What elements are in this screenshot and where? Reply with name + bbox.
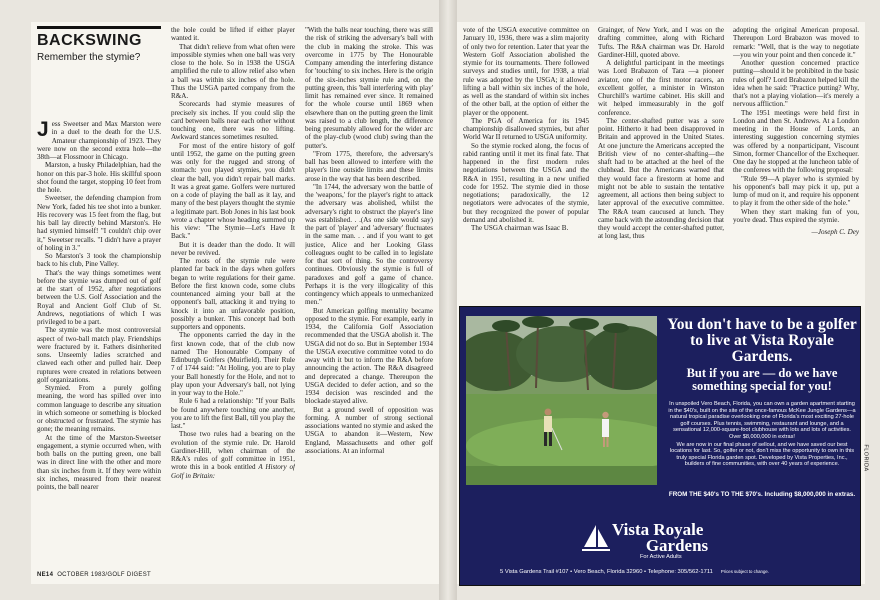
- paragraph: Scorecards had stymie measures of precisely six inches. If you could slip the card between balls near each other without touching one, there was no lifting. Awkward stances sometimes resulted.: [171, 100, 295, 142]
- article-column-6: [733, 26, 859, 304]
- masthead: [37, 26, 161, 63]
- logo-name-line2: Gardens: [645, 536, 709, 555]
- paragraph: But a ground swell of opposition was forming. A number of strong sectional associations wanted no stymie and asked the USGA to abandon it—Western, New England, Massachusetts and other golf associations. At an informal: [305, 405, 433, 455]
- paragraph: For most of the entire history of golf until 1952, the game on the putting green was only for the rugged and strong of stomach: you played stymies, you didn't clear the ball, you didn't repair ball marks. It was a great game. Golfers were nurtured on a code of playing the ball as it lay, and many of the best players thought the stymie a legitimate part. Bob Jones in his last book wrote a chapter whose heading summed up his view: "The Stymie—Let's Have It Back.": [171, 141, 295, 241]
- paragraph: The PGA of America for its 1945 championship disallowed stymies, but after World War II returned to USGA uniformity.: [463, 116, 589, 142]
- paragraph: That didn't relieve from what often were impossible stymies when one ball was very close to the hole. So in 1938 the USGA amplified the rule to allow relief also when a ball was within six inches of the hole. Thus the USGA parted company from the R&A.: [171, 42, 295, 100]
- ad-headline: You don't have to be a golfer to live at Vista Royale Gardens.: [667, 316, 857, 365]
- vista-royale-logo: [580, 521, 752, 561]
- region-label-text: FLORIDA: [862, 444, 869, 472]
- paragraph: Sweetser, the defending champion from New York, faded his tee shot into a bunker. His recovery was 15 feet from the flag, but his ball lay directly behind Marston's. He had stymied himself! "I couldn't chip over it," Sweetser recalls. "I didn't have a prayer of holing in 3.": [37, 194, 161, 252]
- paragraph: "With the balls near touching, there was still the risk of striking the adversary's ball with the club in making the stroke. This was overcome in 1775 by The Honourable Company amending the interfering distance for 'touching' to six inches. Here is the origin of the six-inches stymie rule and, on the putting green, this 'ball interfering with play' limit has remained ever since. It remained for the whole course until 1869 when elsewhere than on the putting green the limit was raised to a club length, the difference being presumably allowed for the wider arc of the play-club (wood club) swing than the putter's.: [305, 26, 433, 150]
- ad-contact-footer: [500, 569, 769, 575]
- section-subtitle: Remember the stymie?: [37, 52, 141, 63]
- paragraph: adopting the original American proposal. Thereupon Lord Brabazon was moved to remark: "Well, that is the way to negotiate—you win your point and then concede it.": [733, 26, 859, 59]
- paragraph: The roots of the stymie rule were planted far back in the days when golfers began to write regulations for their game. Before the first known code, some clubs countenanced aiming your ball at the opponent's ball, attacking it and trying to knock it into an unfavorable position, possibly a bunker. This concept had both supporters and opponents.: [171, 257, 295, 331]
- paragraph: The center-shafted putter was a sore point. Hitherto it had been disapproved in Britain and approved in the United States. At one juncture the Americans accepted the British view of no center-shafting—the shaft had to be attached at the heel of the clubhead. But the Americans warned that they would face a firestorm at home and might not be able to sustain the tentative agreement, all actions then being subject to later approval of the executive committee. The R&A team caucused at lunch. They came back with the astounding decision that they would accept the center-shafted putter, at long last, thus: [598, 116, 724, 241]
- paragraph: Grainger, of New York, and I was on the drafting committee, along with Richard Tufts. The R&A chairman was Dr. Harold Gardiner-Hill, quoted above.: [598, 26, 724, 59]
- paragraph: But it is deader than the dodo. It will never be revived.: [171, 240, 295, 257]
- paragraph: But American golfing mentality became opposed to the stymie. For example, early in 1934, the California Golf Association recommended that the USGA abolish it. The USGA did not do so. But in September 1934 the USGA executive committee voted to do away with it but to inform the R&A before announcing the action. The R&A disagreed and deprecated a change. Thereupon the USGA decided to defer action, and so the 1934 decision was rescinded and the blockade stayed alive.: [305, 306, 433, 406]
- paragraph: The stymie was the most controversial aspect of two-ball match play. Friendships were fractured by it. Fathers disinherited sons. Unseemly ladies scratched and clawed each other and pulled hair. Deep ruptures were created in relations between golf organizations.: [37, 326, 161, 384]
- article-column-1: [37, 120, 161, 572]
- paragraph: When they start making fun of you, you're dead. Thus expired the stymie.: [733, 207, 859, 224]
- page-gutter: [439, 0, 457, 600]
- paragraph: "Rule 99—A player who is stymied by his opponent's ball may pick it up, put a lump of mud on it, and require his opponent to play it from the other side of the hole.": [733, 174, 859, 208]
- regional-edition-label: [862, 440, 876, 480]
- article-column-5: [598, 26, 724, 304]
- paragraph: Those two rules had a bearing on the evolution of the stymie rule. Dr. Harold Gardiner-Hill, when chairman of the R&A's rules of golf committee in 1951, wrote this in a book entitled: [171, 430, 295, 472]
- paragraph: "In 1744, the adversary won the battle of the 'weapons,' for the player's right to attack the adversary was abolished, whilst the adversary's right to obstruct the player's line was established. . .(As one side would say) the part of 'player' and 'adversary' fluctuates in the same man. . . and if you want to get justice, Alice and her Looking Glass colleagues ought to be called in to legislate for that sort of thing. So the controversy continues. Obviously the stymie is full of paradoxes and golf a game of chance. Perhaps it is the very illogicality of this contingency which appeals to unmechanized men.": [305, 182, 433, 307]
- paragraph: So Marston's 3 took the championship back to his club, Pine Valley.: [37, 252, 161, 269]
- book-title: A History of Golf in Britain:: [171, 463, 295, 480]
- ad-subheadline: But if you are — do we have something special for you!: [686, 366, 838, 393]
- ad-paragraph: In unspoiled Vero Beach, Florida, you can own a garden apartment starting in the $40's, built on the site of the once-famous McKee Jungle Gardens—a natural tropical paradise overlooking one of Florida's most exciting 27-hole golf courses. Plus tennis, swimming, restaurant and lounge, and a sensational 12,000-square-foot clubhouse with lots and lots of activities. Over $8,000,000 in extras!: [668, 401, 856, 440]
- paragraph: vote of the USGA executive committee on January 10, 1936, there was a slim majority of only two for retention. Later that year the Western Golf Association abolished the stymie for its tournaments. There followed surveys and studies until, for 1938, a trial rule was adopted by the USGA; it allowed lifting a ball within six inches of the hole, as well as the standard of within six inches of the other ball, at the option of either the player or the opponent.: [463, 26, 589, 117]
- article-column-2: [171, 26, 295, 572]
- paragraph: The USGA chairman was Isaac B.: [471, 224, 569, 232]
- paragraph: "From 1775, therefore, the adversary's ball has been allowed to interfere with the player's line outside limits and these limits arose in the way that has been described.: [305, 149, 433, 183]
- ad-body: [668, 401, 856, 469]
- logo-name-line1: Vista Royale: [612, 520, 704, 539]
- page-number: NE14: [37, 572, 54, 578]
- paragraph: Stymied. From a purely golfing meaning, the word has spilled over into common language to describe any situation in which someone or something is blocked or obstructed or frustrated. The stymie has gone; the meaning remains.: [37, 384, 161, 434]
- paragraph: So the stymie rocked along, the focus of rabid ranting until it met its final fate. That happened in the first modern rules negotiations between the USGA and the R&A in 1951, resulting in a new unified code for 1952. The stymie died in those negotiations; paradoxically, the 12 negotiators were advocates of the stymie, but they recognized the power of popular demand and abolished it.: [463, 141, 589, 224]
- paragraph: At the time of the Marston-Sweetser engagement, a stymie occurred when, with both balls on the putting green, one ball was in direct line with the other and more than six inches from it. If they were within six inches, measured from their nearest points, the ball nearer: [37, 433, 161, 491]
- section-title: BACKSWING: [37, 32, 142, 49]
- issue-line: OCTOBER 1983/GOLF DIGEST: [57, 572, 151, 578]
- page-folio: [37, 572, 151, 578]
- paragraph: the hole could be lifted if either player wanted it.: [171, 26, 295, 43]
- ad-price-offer: FROM THE $40's TO THE $70's. Including $8,000,000 in extras.: [668, 491, 856, 498]
- paragraph: A delightful participant in the meetings was Lord Brabazon of Tara —a pioneer aviator, one of the first motor racers, an excellent golfer, a minister in Winston Churchill's wartime cabinet. His skill and wit helped immeasurably in the golf conference.: [598, 59, 724, 117]
- article-column-4: [463, 26, 589, 304]
- advertisement[interactable]: [459, 306, 861, 586]
- paragraph: The 1951 meetings were held first in London and then St. Andrews. At a London meeting in the House of Lords, an interesting suggestion concerning stymies was offered by a nonparticipant, Viscount Simon, former Chancellor of the Exchequer. One day he stopped at the luncheon table of the conferees with the following proposal:: [733, 108, 859, 175]
- article-column-3: [305, 26, 433, 572]
- golf-scene-illustration: [466, 316, 657, 485]
- author-signature: —Joseph C. Dey: [811, 228, 859, 236]
- paragraph: Marston, a husky Philadelphian, had the honor on this par-3 hole. His skillful spoon shot found the target, stopping 10 feet from the hole.: [37, 161, 161, 194]
- sailboat-logo-icon: [580, 523, 612, 555]
- left-page: [31, 22, 439, 584]
- paragraph: ess Sweetser and Max Marston were in a duel to the death for the U.S. Amateur championship of 1923. They were now on the second extra hole—the 38th—at Flossmoor in Chicago.: [37, 120, 161, 161]
- ad-paragraph: We are now in our final phase of sellout, and we have saved our best locations for last. So, golfer or not, don't miss the opportunity to own in this truly special Florida garden spot. Developed by Vista Properties, Inc., builders of fine communities, with over 40 years of experience.: [669, 441, 855, 468]
- paragraph: That's the way things sometimes went before the stymie was dumped out of golf at the start of 1952, after negotiations between the U.S. Golf Association and the Royal and Ancient Golf Club of St. Andrews, negotiations of which I was privileged to be a part.: [37, 268, 161, 326]
- paragraph: Rule 6 had a relationship: "If your Balls be found anywhere touching one another, you are to lift the first Ball, till you play the last.": [171, 397, 295, 430]
- golf-course-photo: [466, 316, 657, 485]
- ad-address: 5 Vista Gardens Trail #107 • Vero Beach, Florida 32960 • Telephone: 305/562-1711: [500, 569, 713, 575]
- paragraph: Another question concerned practice putting—should it be prohibited in the basic rules of golf? Lord Brabazon helped kill the idea when he said: "Practice putting? Why, that's not a playing violation—it's merely a nervous affliction.": [733, 59, 859, 109]
- paragraph: The opponents carried the day in the first known code, that of the club now named The Honourable Company of Edinburgh Golfers (Muirfield). Their Rule 7 of 1744 said: "At Holing, you are to play your Ball honestly for the Hole, and not to play upon your Adversary's ball, not lying in your way to the Hole.": [171, 331, 295, 397]
- drop-cap: J: [37, 120, 49, 141]
- logo-tagline: For Active Adults: [640, 554, 682, 560]
- ad-fine-print: Prices subject to change.: [720, 569, 769, 574]
